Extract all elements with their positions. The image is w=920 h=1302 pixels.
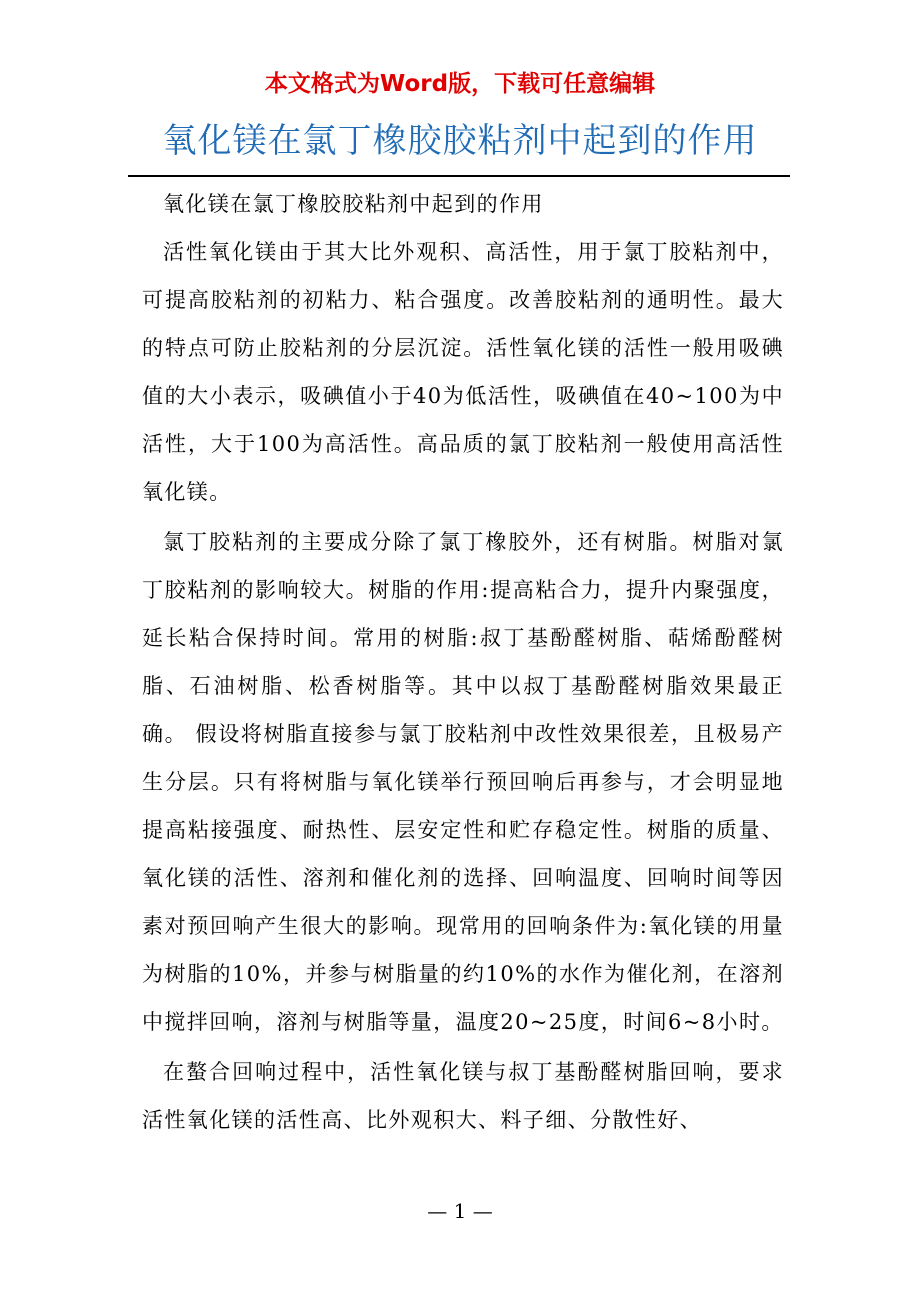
document-body	[142, 180, 784, 1146]
body-heading: 氧化镁在氯丁橡胶胶粘剂中起到的作用	[163, 192, 544, 216]
page-number: — 1 —	[427, 1199, 493, 1223]
paragraph-2: 氯丁胶粘剂的主要成分除了氯丁橡胶外，还有树脂。树脂对氯丁胶粘剂的影响较大。树脂的作用:提高粘合力，提升内聚强度，延长粘合保持时间。常用的树脂:叔丁基酚醛树脂、萜烯酚醛树脂、石油树脂、松香树脂等。其中以叔丁基酚醛树脂效果最正确。 假设将树脂直接参与氯丁胶粘剂中改性效果很差，且极易产生分层。只有将树脂与氧化镁举行预回响后再参与，才会明显地提高粘接强度、耐热性、层安定性和贮存稳定性。树脂的质量、氧化镁的活性、溶剂和催化剂的选择、回响温度、回响时间等因素对预回响产生很大的影响。现常用的回响条件为:氧化镁的用量为树脂的10%，并参与树脂量的约10%的水作为催化剂，在溶剂中搅拌回响，溶剂与树脂等量，温度20~25度，时间6~8小时。	[142, 530, 784, 1034]
title-divider	[128, 175, 790, 177]
format-notice-banner: 本文格式为Word版，下载可任意编辑	[264, 71, 656, 97]
paragraph-3: 在螯合回响过程中，活性氧化镁与叔丁基酚醛树脂回响，要求活性氧化镁的活性高、比外观积大、料子细、分散性好、	[142, 1060, 784, 1132]
paragraph-1: 活性氧化镁由于其大比外观积、高活性，用于氯丁胶粘剂中，可提高胶粘剂的初粘力、粘合强度。改善胶粘剂的通明性。最大的特点可防止胶粘剂的分层沉淀。活性氧化镁的活性一般用吸碘值的大小表示，吸碘值小于40为低活性，吸碘值在40~100为中活性，大于100为高活性。高品质的氯丁胶粘剂一般使用高活性氧化镁。	[142, 240, 784, 504]
document-title: 氧化镁在氯丁橡胶胶粘剂中起到的作用	[162, 121, 758, 161]
